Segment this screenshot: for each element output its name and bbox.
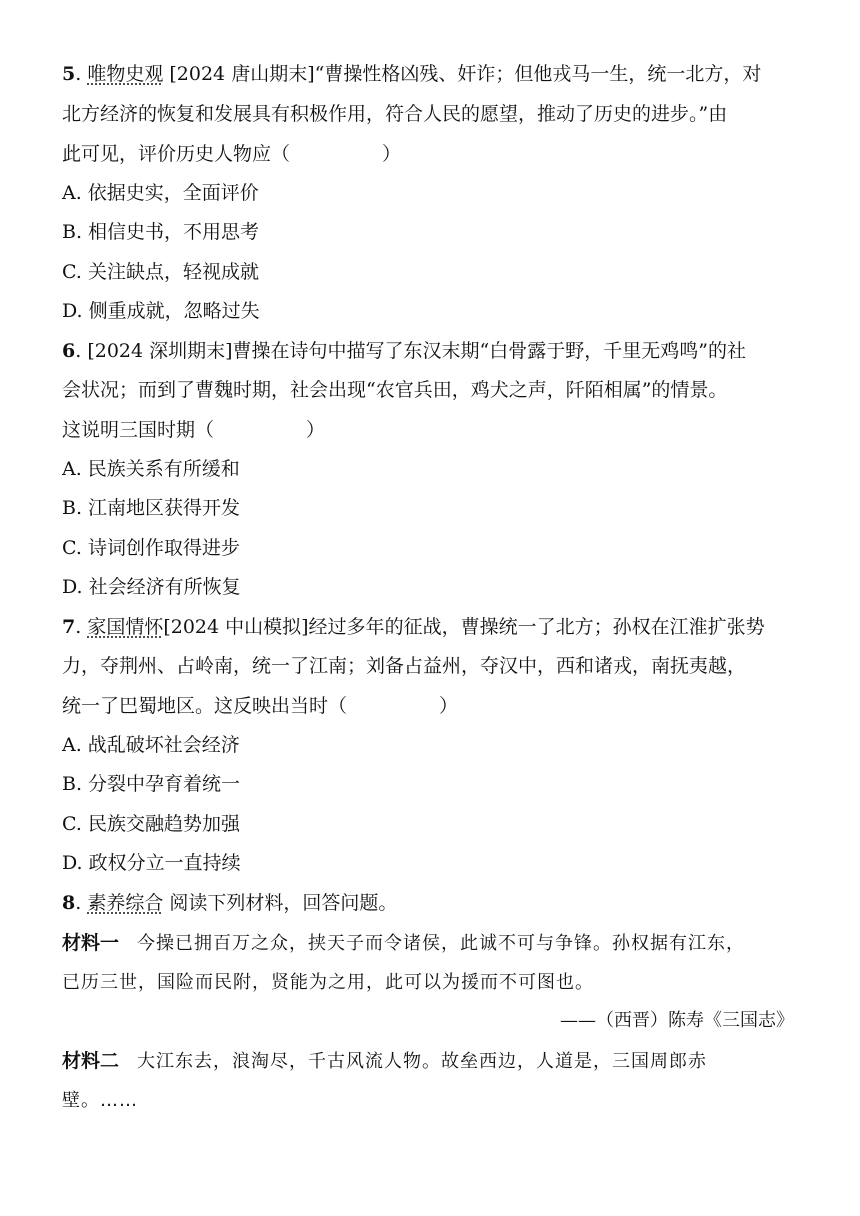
q6-option-d[interactable]: D. 社会经济有所恢复	[62, 576, 241, 598]
q7-line-3	[62, 694, 802, 718]
q5-option-a[interactable]: A. 依据史实，全面评价	[62, 182, 259, 204]
q6-line-1: 6. [2024 深圳期末]曹操在诗句中描写了东汉末期“白骨露于野，千里无鸡鸣”的社	[62, 340, 746, 362]
material-1-text-1: 今操已拥百万之众，挟天子而令诸侯，此诚不可与争锋。孙权据有江东，	[137, 933, 746, 954]
material-1-text-2: 已历三世，国险而民附，贤能为之用，此可以为援而不可图也。	[62, 972, 594, 993]
q5-line-1: 5. 唯物史观 [2024 唐山期末]“曹操性格凶残、奸诈；但他戎马一生，统一北方，对	[62, 63, 762, 85]
q6-line-3	[62, 418, 802, 442]
q5-text-3: 此可见，评价历史人物应（	[62, 143, 291, 165]
q5-option-c[interactable]: C. 关注缺点，轻视成就	[62, 261, 259, 283]
q7-text-1: [2024 中山模拟]经过多年的征战，曹操统一了北方；孙权在江淮扩张势	[163, 616, 765, 638]
material-1-source: ——（西晋）陈寿《三国志》	[560, 1010, 794, 1031]
q7-option-d[interactable]: D. 政权分立一直持续	[62, 852, 241, 874]
q7-paren-close: ）	[439, 695, 459, 717]
q8-number: 8	[62, 892, 76, 914]
q6-option-b[interactable]: B. 江南地区获得开发	[62, 497, 241, 519]
q7-option-a[interactable]: A. 战乱破坏社会经济	[62, 734, 240, 756]
q5-option-d[interactable]: D. 侧重成就，忽略过失	[62, 300, 260, 322]
q5-tag: 唯物史观	[87, 63, 164, 85]
q7-text-3: 统一了巴蜀地区。这反映出当时（	[62, 695, 348, 717]
q7-tag: 家国情怀	[87, 616, 164, 638]
q5-text-1: [2024 唐山期末]“曹操性格凶残、奸诈；但他戎马一生，统一北方，对	[163, 63, 762, 85]
q7-line-2: 力，夺荆州、占岭南，统一了江南；刘备占益州，夺汉中，西和诸戎，南抚夷越，	[62, 655, 747, 677]
q7-line-1: 7. 家国情怀[2024 中山模拟]经过多年的征战，曹操统一了北方；孙权在江淮扩张势	[62, 616, 765, 638]
q5-paren-close: ）	[382, 143, 402, 165]
q6-text-1: [2024 深圳期末]曹操在诗句中描写了东汉末期“白骨露于野，千里无鸡鸣”的社	[81, 340, 746, 362]
material-2-text-1: 大江东去，浪淘尽，千古风流人物。故垒西边，人道是，三国周郎赤	[137, 1051, 708, 1072]
material-1-line-2	[62, 970, 802, 995]
q8-line-1: 8. 素养综合 阅读下列材料，回答问题。	[62, 892, 398, 914]
q6-paren-close: ）	[306, 419, 326, 441]
q7-option-b[interactable]: B. 分裂中孕育着统一	[62, 773, 241, 795]
q8-text: 阅读下列材料，回答问题。	[163, 892, 398, 914]
q6-option-a[interactable]: A. 民族关系有所缓和	[62, 458, 240, 480]
q6-number: 6	[62, 340, 76, 362]
q5-line-2: 北方经济的恢复和发展具有积极作用，符合人民的愿望，推动了历史的进步。”由	[62, 103, 728, 125]
q5-number: 5	[62, 63, 76, 85]
q7-option-c[interactable]: C. 民族交融趋势加强	[62, 813, 240, 835]
q7-number: 7	[62, 616, 76, 638]
q6-line-2: 会状况；而到了曹魏时期，社会出现“农官兵田，鸡犬之声，阡陌相属”的情景。	[62, 379, 728, 401]
material-1-label: 材料一	[62, 932, 120, 954]
q8-tag: 素养综合	[87, 892, 164, 914]
material-2-text-2: 壁。……	[62, 1090, 138, 1111]
q6-text-3: 这说明三国时期（	[62, 419, 215, 441]
material-2-line-1	[62, 1049, 802, 1074]
q5-line-3	[62, 142, 802, 166]
q5-option-b[interactable]: B. 相信史书，不用思考	[62, 221, 260, 243]
material-2-line-2	[62, 1088, 802, 1113]
material-2-label: 材料二	[62, 1050, 120, 1072]
q6-option-c[interactable]: C. 诗词创作取得进步	[62, 537, 240, 559]
material-1-line-1	[62, 931, 802, 956]
